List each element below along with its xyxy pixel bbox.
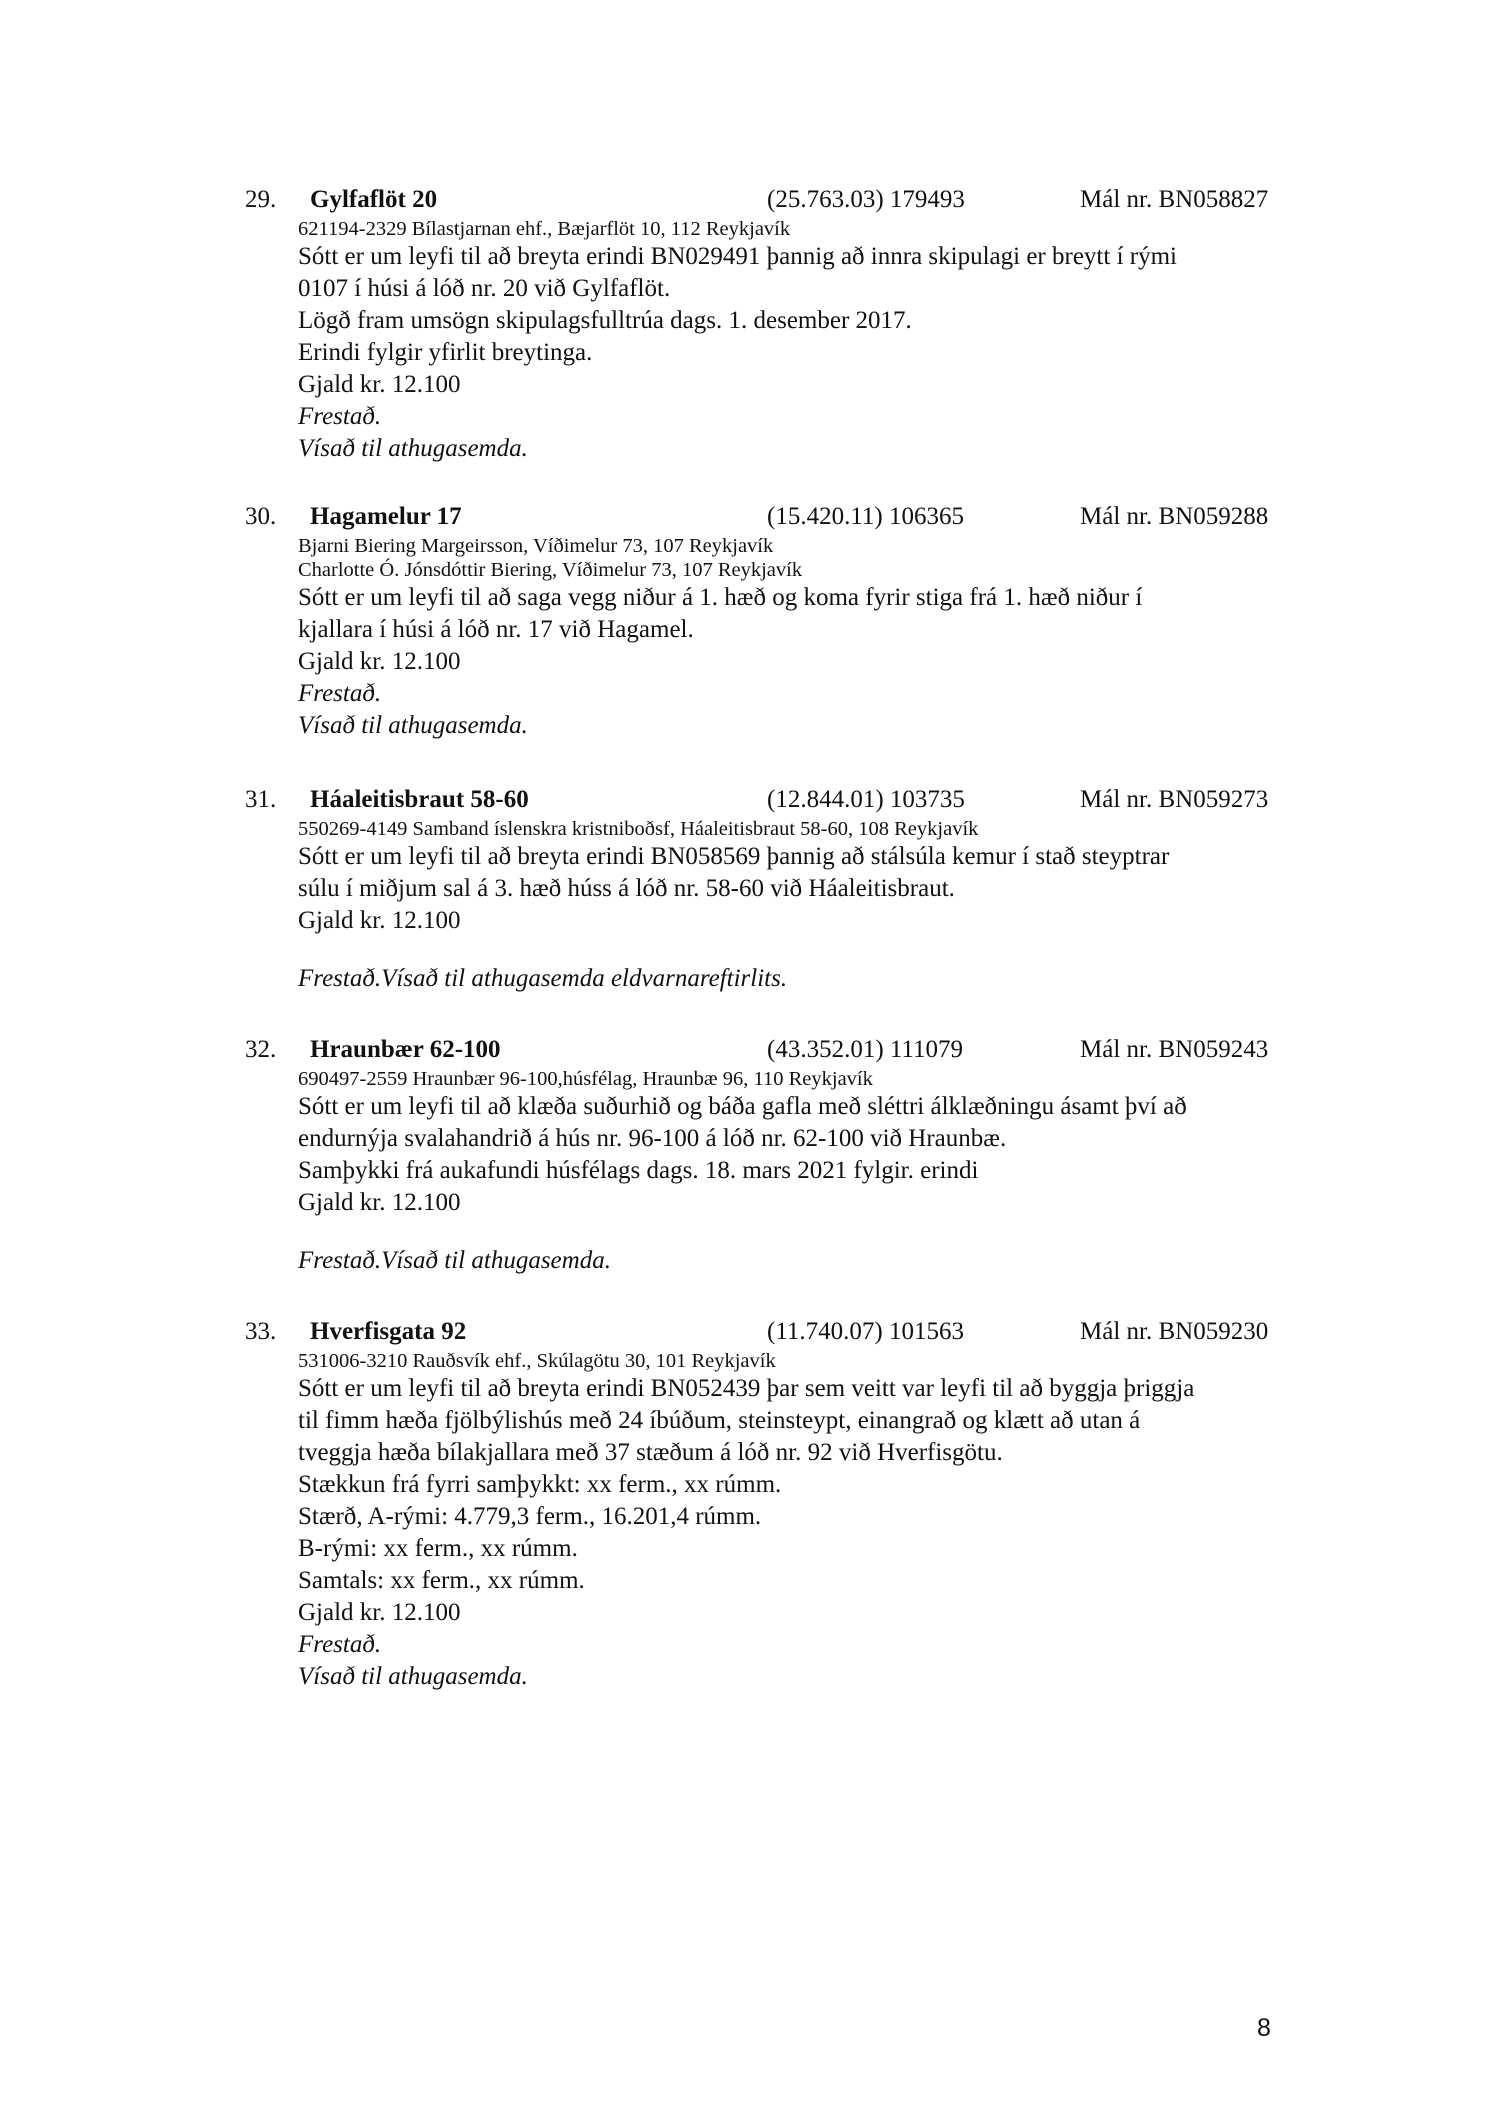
applicant: Bjarni Biering Margeirsson, Víðimelur 73, 107 Reykjavík	[298, 535, 774, 557]
decision: Frestað.Vísað til athugasemda.	[298, 1247, 611, 1274]
property-name: Hagamelur 17	[310, 503, 462, 530]
fee-line: Gjald kr. 12.100	[298, 1189, 461, 1216]
description-line: Stærð, A-rými: 4.779,3 ferm., 16.201,4 rúmm.	[298, 1503, 762, 1530]
fee-line: Gjald kr. 12.100	[298, 1599, 461, 1626]
description-line: Erindi fylgir yfirlit breytinga.	[298, 339, 593, 366]
decision: Frestað.	[298, 1631, 382, 1658]
property-name: Hraunbær 62-100	[310, 1036, 501, 1063]
decision: Frestað.	[298, 403, 382, 430]
fee-line: Gjald kr. 12.100	[298, 648, 461, 675]
entry-number: 33.	[245, 1318, 277, 1345]
decision: Vísað til athugasemda.	[298, 1663, 528, 1690]
case-entry-33	[245, 1315, 1295, 1693]
property-reference: (25.763.03) 179493	[767, 186, 965, 213]
applicant: 531006-3210 Rauðsvík ehf., Skúlagötu 30, 101 Reykjavík	[298, 1350, 776, 1372]
applicant: 621194-2329 Bílastjarnan ehf., Bæjarflöt 10, 112 Reykjavík	[298, 218, 791, 240]
case-number: Mál nr. BN059230	[1080, 1318, 1269, 1345]
property-name: Gylfaflöt 20	[310, 186, 438, 213]
description-line: Sótt er um leyfi til að breyta erindi BN052439 þar sem veitt var leyfi til að byggja þriggja	[298, 1375, 1195, 1402]
case-entry-29	[245, 183, 1295, 465]
spacer	[298, 1219, 1295, 1245]
entry-header	[245, 183, 1295, 217]
applicant: 550269-4149 Samband íslenskra kristniboðsf, Háaleitisbraut 58-60, 108 Reykjavík	[298, 818, 979, 840]
decision: Vísað til athugasemda.	[298, 712, 528, 739]
page-number: 8	[1257, 2014, 1271, 2042]
property-name: Hverfisgata 92	[310, 1318, 467, 1345]
entry-number: 30.	[245, 503, 277, 530]
description-line: 0107 í húsi á lóð nr. 20 við Gylfaflöt.	[298, 275, 671, 302]
case-entry-32	[245, 1033, 1295, 1277]
entry-number: 32.	[245, 1036, 277, 1063]
decision: Vísað til athugasemda.	[298, 435, 528, 462]
case-entry-30	[245, 500, 1295, 742]
description-line: Samtals: xx ferm., xx rúmm.	[298, 1567, 585, 1594]
decision: Frestað.Vísað til athugasemda eldvarnareftirlits.	[298, 965, 788, 992]
description-line: Samþykki frá aukafundi húsfélags dags. 18. mars 2021 fylgir. erindi	[298, 1157, 979, 1184]
description-line: B-rými: xx ferm., xx rúmm.	[298, 1535, 578, 1562]
entry-header	[245, 783, 1295, 817]
fee-line: Gjald kr. 12.100	[298, 371, 461, 398]
description-line: tveggja hæða bílakjallara með 37 stæðum á lóð nr. 92 við Hverfisgötu.	[298, 1439, 1003, 1466]
applicant: 690497-2559 Hraunbær 96-100,húsfélag, Hraunbæ 96, 110 Reykjavík	[298, 1068, 873, 1090]
entry-header	[245, 500, 1295, 534]
description-line: Sótt er um leyfi til að klæða suðurhið og báða gafla með sléttri álklæðningu ásamt því að	[298, 1093, 1187, 1120]
fee-line: Gjald kr. 12.100	[298, 907, 461, 934]
case-number: Mál nr. BN059288	[1080, 503, 1269, 530]
description-line: Sótt er um leyfi til að saga vegg niður á 1. hæð og koma fyrir stiga frá 1. hæð niður í	[298, 584, 1143, 611]
entry-number: 31.	[245, 786, 277, 813]
description-line: súlu í miðjum sal á 3. hæð húss á lóð nr. 58-60 við Háaleitisbraut.	[298, 875, 955, 902]
description-line: Sótt er um leyfi til að breyta erindi BN029491 þannig að innra skipulagi er breytt í rými	[298, 243, 1177, 270]
property-reference: (11.740.07) 101563	[767, 1318, 964, 1345]
applicant: Charlotte Ó. Jónsdóttir Biering, Víðimelur 73, 107 Reykjavík	[298, 559, 803, 581]
case-number: Mál nr. BN058827	[1080, 186, 1269, 213]
entry-header	[245, 1033, 1295, 1067]
property-reference: (15.420.11) 106365	[767, 503, 964, 530]
description-line: kjallara í húsi á lóð nr. 17 við Hagamel.	[298, 616, 694, 643]
entry-number: 29.	[245, 186, 277, 213]
case-entry-31	[245, 783, 1295, 995]
property-name: Háaleitisbraut 58-60	[310, 786, 529, 813]
description-line: til fimm hæða fjölbýlishús með 24 íbúðum, steinsteypt, einangrað og klætt að utan á	[298, 1407, 1141, 1434]
description-line: Stækkun frá fyrri samþykkt: xx ferm., xx rúmm.	[298, 1471, 782, 1498]
property-reference: (12.844.01) 103735	[767, 786, 965, 813]
description-line: endurnýja svalahandrið á hús nr. 96-100 á lóð nr. 62-100 við Hraunbæ.	[298, 1125, 1007, 1152]
entry-header	[245, 1315, 1295, 1349]
description-line: Lögð fram umsögn skipulagsfulltrúa dags. 1. desember 2017.	[298, 307, 912, 334]
spacer	[298, 937, 1295, 963]
property-reference: (43.352.01) 111079	[767, 1036, 964, 1063]
case-number: Mál nr. BN059273	[1080, 786, 1269, 813]
case-number: Mál nr. BN059243	[1080, 1036, 1269, 1063]
decision: Frestað.	[298, 680, 382, 707]
description-line: Sótt er um leyfi til að breyta erindi BN058569 þannig að stálsúla kemur í stað steyptrar	[298, 843, 1170, 870]
